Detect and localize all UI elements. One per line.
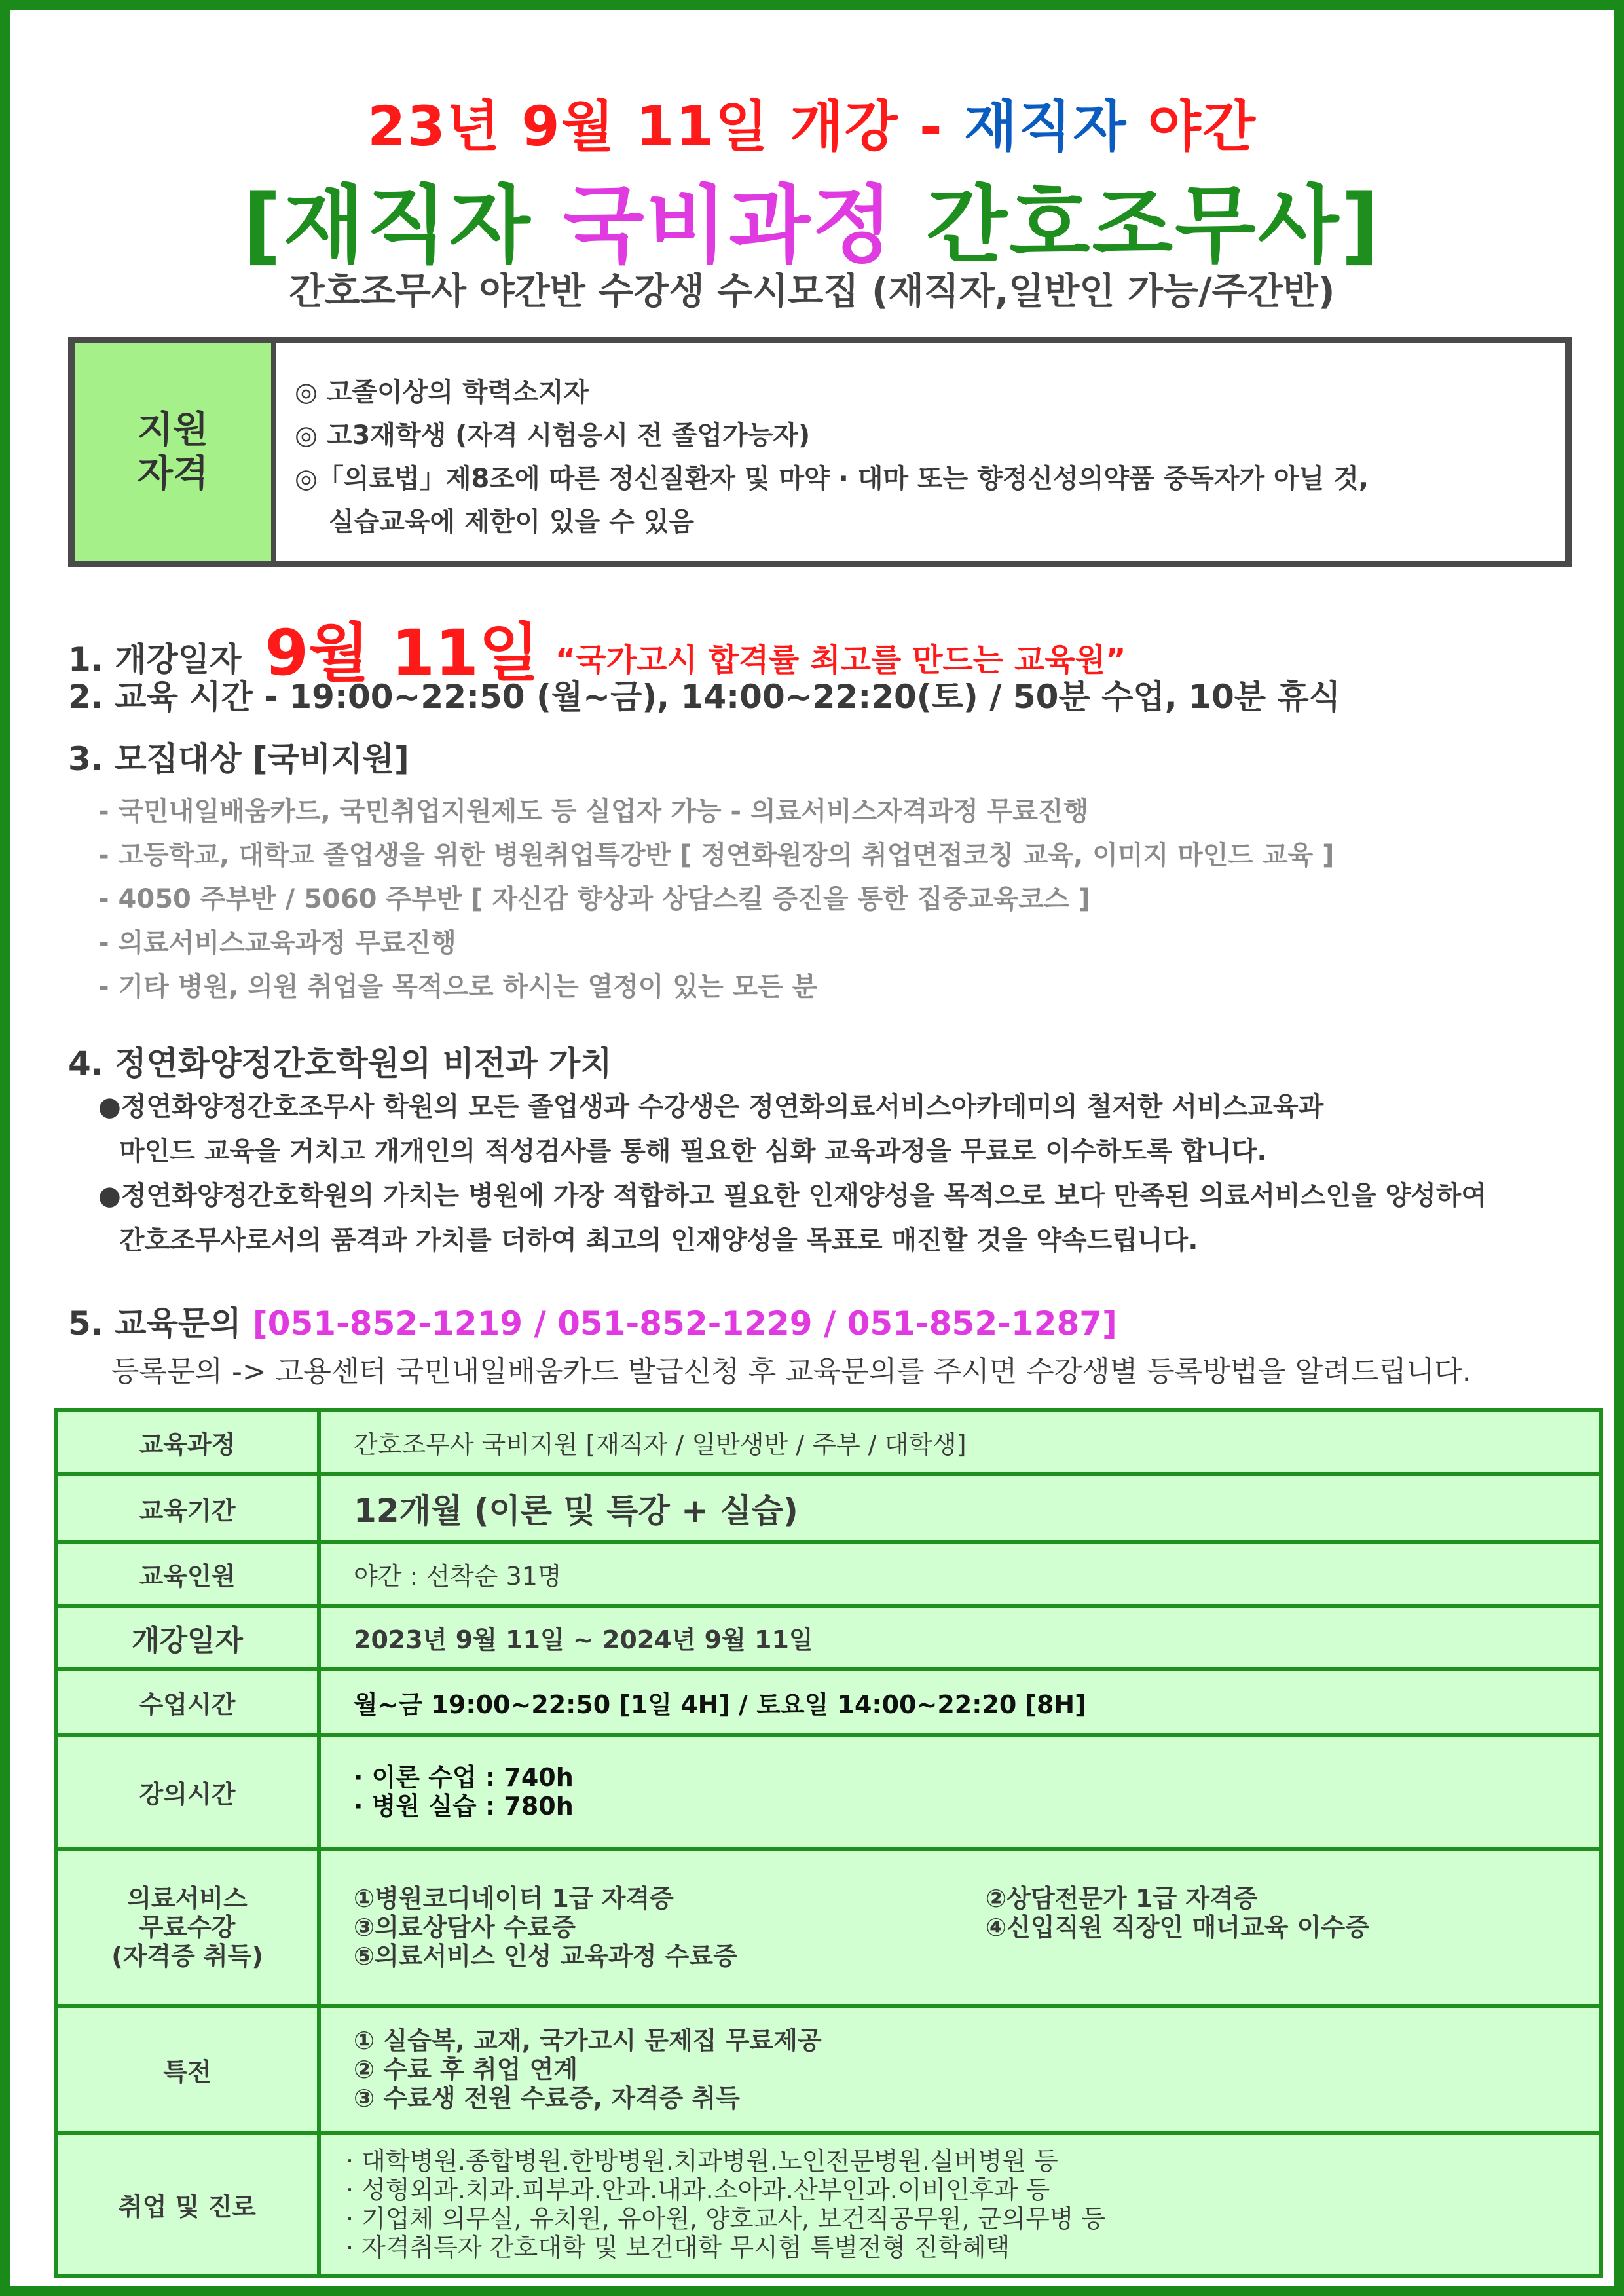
- table-row: [56, 1542, 1601, 1606]
- period-label: 교육기간: [56, 1474, 319, 1542]
- subtitle: 간호조무사 야간반 수강생 수시모집 (재직자,일반인 가능/주간반): [289, 270, 1335, 313]
- section-5-label: 5. 교육문의: [68, 1305, 253, 1342]
- eligibility-item: ◎「의료법」제8조에 따른 정신질환자 및 마약 · 대마 또는 향정신성의약품 중독자가 아닐 것,: [295, 464, 1369, 494]
- list-item: - 기타 병원, 의원 취업을 목적으로 하시는 열정이 있는 모든 분: [98, 972, 818, 1002]
- start-value: 2023년 9월 11일 ~ 2024년 9월 11일: [319, 1606, 1601, 1669]
- eligibility-box: [68, 337, 1572, 567]
- list-item: 간호조무사로서의 품격과 가치를 더하여 최고의 인재양성을 목표로 매진할 것을 약속드립니다.: [119, 1225, 1198, 1255]
- eligibility-label: [75, 343, 276, 561]
- course-value: 간호조무사 국비지원 [재직자 / 일반생반 / 주부 / 대학생]: [319, 1410, 1601, 1474]
- list-item: ●정연화양정간호조무사 학원의 모든 졸업생과 수강생은 정연화의료서비스아카데미의 철저한 서비스교육과: [98, 1092, 1324, 1122]
- list-item: - 고등학교, 대학교 졸업생을 위한 병원취업특강반 [ 정연화원장의 취업면접코칭 교육, 이미지 마인드 교육 ]: [98, 840, 1335, 870]
- section-1-date: 9월 11일: [265, 616, 540, 690]
- opening-headline: [10, 83, 1614, 162]
- benefit-item: ① 실습복, 교재, 국가고시 문제집 무료제공: [354, 2026, 822, 2055]
- time-label: 수업시간: [56, 1669, 319, 1735]
- registration-note: 등록문의 -> 고용센터 국민내일배움카드 발급신청 후 교육문의를 주시면 수강생별 등록방법을 알려드립니다.: [111, 1355, 1471, 1388]
- headline-worker: 재직자: [964, 94, 1128, 158]
- eligibility-label-line1: 지원: [137, 408, 209, 451]
- headline-night: 야간: [1127, 94, 1257, 158]
- eligibility-label-line2: 자격: [137, 453, 209, 495]
- service-item: ④신입직원 직장인 매너교육 이수증: [986, 1913, 1369, 1942]
- lecture-item: · 이론 수업 : 740h: [354, 1763, 574, 1792]
- eligibility-item-continued: 실습교육에 제한이 있을 수 있음: [329, 507, 695, 537]
- service-label-line: 무료수강: [139, 1913, 236, 1942]
- lecture-item: · 병원 실습 : 780h: [354, 1792, 574, 1821]
- eligibility-item: ◎ 고3재학생 (자격 시험응시 전 졸업가능자): [295, 420, 811, 451]
- eligibility-item: ◎ 고졸이상의 학력소지자: [295, 377, 589, 407]
- main-title: [10, 158, 1614, 278]
- service-item: ③의료상담사 수료증: [354, 1913, 576, 1942]
- table-row: [56, 1606, 1601, 1669]
- career-item: · 자격취득자 간호대학 및 보건대학 무시험 특별전형 진학혜택: [346, 2233, 1010, 2262]
- list-item: - 4050 주부반 / 5060 주부반 [ 자신감 향상과 상담스킬 증진을 통한 집중교육코스 ]: [98, 884, 1090, 914]
- service-item: ⑤의료서비스 인성 교육과정 수료증: [354, 1942, 737, 1971]
- recruit-target-list: [98, 790, 1334, 1009]
- period-value: 12개월 (이론 및 특강 + 실습): [319, 1474, 1601, 1542]
- section-1-label: 1. 개강일자: [68, 640, 242, 678]
- course-info-table: [54, 1408, 1603, 2278]
- people-value: 야간 : 선착순 31명: [319, 1542, 1601, 1606]
- list-item: - 국민내일배움카드, 국민취업지원제도 등 실업자 가능 - 의료서비스자격과정 무료진행: [98, 796, 1089, 826]
- career-item: · 성형외과.치과.피부과.안과.내과.소아과.산부인과.이비인후과 등: [346, 2176, 1050, 2204]
- people-label: 교육인원: [56, 1542, 319, 1606]
- benefit-item: ② 수료 후 취업 연계: [354, 2055, 578, 2084]
- career-item: · 기업체 의무실, 유치원, 유아원, 양호교사, 보건직공무원, 군의무병 등: [346, 2204, 1106, 2233]
- career-item: · 대학병원.종합병원.한방병원.치과병원.노인전문병원.실버병원 등: [346, 2147, 1058, 2176]
- service-label-line: 의료서비스: [127, 1884, 248, 1913]
- course-label: 교육과정: [56, 1410, 319, 1474]
- career-label: 취업 및 진로: [56, 2133, 319, 2276]
- service-value: [319, 1849, 1601, 2006]
- lecture-label: 강의시간: [56, 1735, 319, 1849]
- table-row: [56, 1849, 1601, 2006]
- table-row: [56, 1410, 1601, 1474]
- table-row: [56, 2133, 1601, 2276]
- service-label-line: (자격증 취득): [111, 1942, 263, 1971]
- service-row: [354, 1913, 1599, 1942]
- eligibility-list: [295, 371, 1369, 544]
- main-title-open: [재직자: [243, 177, 564, 274]
- vision-list: [98, 1084, 1486, 1263]
- start-label: 개강일자: [56, 1606, 319, 1669]
- table-row: [56, 1669, 1601, 1735]
- table-row: [56, 2006, 1601, 2133]
- service-label: [56, 1849, 319, 2006]
- service-item: ②상담전문가 1급 자격증: [986, 1884, 1258, 1913]
- section-recruit-target: 3. 모집대상 [국비지원]: [68, 740, 409, 778]
- benefit-item: ③ 수료생 전원 수료증, 자격증 취득: [354, 2084, 740, 2113]
- headline-date: 23년 9월 11일 개강 -: [367, 94, 965, 158]
- list-item: - 의료서비스교육과정 무료진행: [98, 928, 456, 958]
- lecture-value: [319, 1735, 1601, 1849]
- main-title-close: 간호조무사]: [895, 177, 1381, 274]
- section-education-time: 2. 교육 시간 - 19:00~22:50 (월~금), 14:00~22:20(토) / 50분 수업, 10분 휴식: [68, 678, 1341, 716]
- main-title-highlight: 국비과정: [563, 177, 895, 274]
- list-item: 마인드 교육을 거치고 개개인의 적성검사를 통해 필요한 심화 교육과정을 무료로 이수하도록 합니다.: [119, 1136, 1267, 1166]
- table-row: [56, 1735, 1601, 1849]
- benefit-label: 특전: [56, 2006, 319, 2133]
- phone-numbers: [051-852-1219 / 051-852-1229 / 051-852-1287]: [252, 1305, 1117, 1342]
- career-value: [319, 2133, 1601, 2276]
- section-inquiry: [68, 1297, 1117, 1344]
- section-vision: 4. 정연화양정간호학원의 비전과 가치: [68, 1045, 612, 1083]
- time-value: 월~금 19:00~22:50 [1일 4H] / 토요일 14:00~22:20 [8H]: [319, 1669, 1601, 1735]
- benefit-value: [319, 2006, 1601, 2133]
- service-item: ①병원코디네이터 1급 자격증: [354, 1884, 674, 1913]
- service-row: [354, 1884, 1599, 1913]
- list-item: ●정연화양정간호학원의 가치는 병원에 가장 적합하고 필요한 인재양성을 목적으로 보다 만족된 의료서비스인을 양성하여: [98, 1181, 1487, 1211]
- table-row: [56, 1474, 1601, 1542]
- section-1-slogan: “국가고시 합격률 최고를 만드는 교육원”: [555, 642, 1126, 678]
